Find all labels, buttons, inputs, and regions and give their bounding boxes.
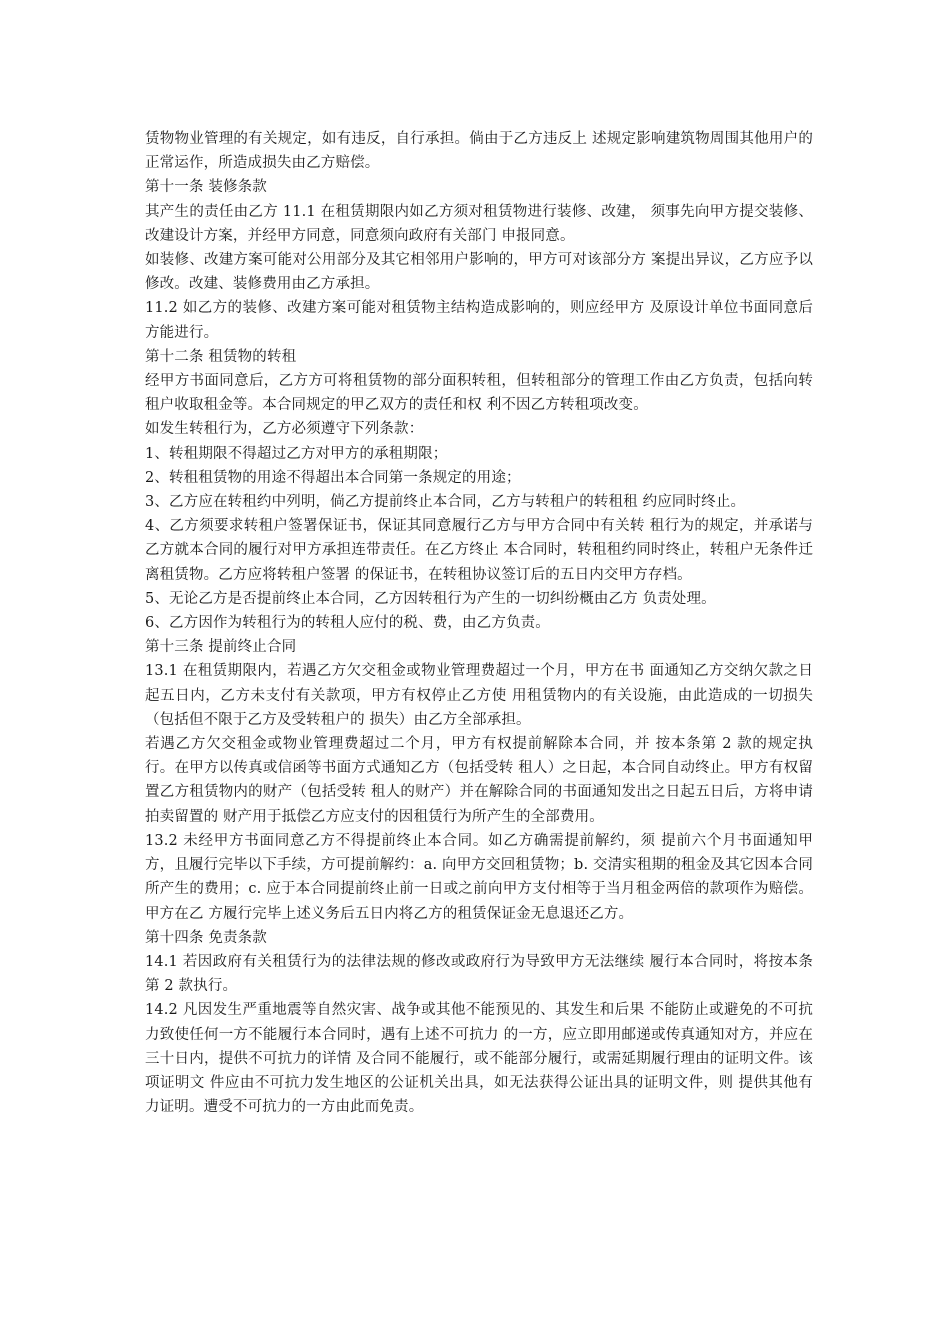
paragraph-11-1: 其产生的责任由乙方 11.1 在租赁期限内如乙方须对租赁物进行装修、改建， 须事先向甲方提交装修、改建设计方案，并经甲方同意，同意须向政府有关部门 申报同意。 bbox=[145, 203, 813, 244]
paragraph-12-terms-intro: 如发生转租行为，乙方必须遵守下列条款： bbox=[145, 421, 424, 438]
document-page bbox=[145, 127, 813, 1119]
list-item-12-2: 2、转租租赁物的用途不得超出本合同第一条规定的用途； bbox=[145, 469, 521, 486]
paragraph-11-1-cont: 如装修、改建方案可能对公用部分及其它相邻用户影响的，甲方可对该部分方 案提出异议，乙方应予以修改。改建、装修费用由乙方承担。 bbox=[145, 252, 813, 293]
list-item-12-5: 5、无论乙方是否提前终止本合同，乙方因转租行为产生的一切纠纷概由乙方 负责处理。 bbox=[145, 590, 716, 607]
paragraph-14-2: 14.2 凡因发生严重地震等自然灾害、战争或其他不能预见的、其发生和后果 不能防止或避免的不可抗力致使任何一方不能履行本合同时，遇有上述不可抗力 的一方，应立即用邮递或传真通知对方，并应在三十日内，提供不可抗力的详情 及合同不能履行，或不能部分履行，或需延期履行理由的证明文件。该项证明文 件应由不可抗力发生地区的公证机关出具，如无法获得公证出具的证明文件，则 提供其他有力证明。遭受不可抗力的一方由此而免责。 bbox=[145, 1002, 813, 1116]
paragraph-13-1-cont: 若遇乙方欠交租金或物业管理费超过二个月，甲方有权提前解除本合同，并 按本条第 2 款的规定执行。在甲方以传真或信函等书面方式通知乙方（包括受转 租人）之日起，本合同自动终止。甲方有权留置乙方租赁物内的财产（包括受转 租人的财产）并在解除合同的书面通知发出之日起五日后，方将申请拍卖留置的 财产用于抵偿乙方应支付的因租赁行为所产生的全部费用。 bbox=[145, 736, 813, 825]
paragraph-14-1: 14.1 若因政府有关租赁行为的法律法规的修改或政府行为导致甲方无法继续 履行本合同时，将按本条第 2 款执行。 bbox=[145, 953, 813, 995]
list-item-12-4: 4、乙方须要求转租户签署保证书，保证其同意履行乙方与甲方合同中有关转 租行为的规定，并承诺与乙方就本合同的履行对甲方承担连带责任。在乙方终止 本合同时，转租租约同时终止，转租户无条件迁离租赁物。乙方应将转租户签署 的保证书，在转租协议签订后的五日内交甲方存档。 bbox=[145, 518, 813, 583]
list-item-12-1: 1、转租期限不得超过乙方对甲方的承租期限； bbox=[145, 445, 448, 462]
paragraph-13-1: 13.1 在租赁期限内，若遇乙方欠交租金或物业管理费超过一个月，甲方在书 面通知乙方交纳欠款之日起五日内，乙方未支付有关款项，甲方有权停止乙方使 用租赁物内的有关设施，由此造成的一切损失（包括但不限于乙方及受转租户的 损失）由乙方全部承担。 bbox=[145, 663, 813, 728]
paragraph-13-2: 13.2 未经甲方书面同意乙方不得提前终止本合同。如乙方确需提前解约，须 提前六个月书面通知甲方，且履行完毕以下手续，方可提前解约：a. 向甲方交回租赁物；b. 交清实租期的租金及其它因本合同所产生的费用；c. 应于本合同提前终止前一日或之前向甲方支付相等于当月租金两倍的款项作为赔偿。甲方在乙 方履行完毕上述义务后五日内将乙方的租赁保证金无息退还乙方。 bbox=[145, 832, 813, 922]
list-item-12-3: 3、乙方应在转租约中列明，倘乙方提前终止本合同，乙方与转租户的转租租 约应同时终止。 bbox=[145, 494, 746, 511]
paragraph-11-2: 11.2 如乙方的装修、改建方案可能对租赁物主结构造成影响的，则应经甲方 及原设计单位书面同意后方能进行。 bbox=[145, 300, 813, 341]
article-12-heading: 第十二条 租赁物的转租 bbox=[145, 348, 297, 365]
paragraph-1: 赁物物业管理的有关规定，如有违反，自行承担。倘由于乙方违反上 述规定影响建筑物周围其他用户的正常运作，所造成损失由乙方赔偿。 bbox=[145, 131, 813, 172]
article-11-heading: 第十一条 装修条款 bbox=[145, 179, 267, 196]
article-13-heading: 第十三条 提前终止合同 bbox=[145, 639, 297, 656]
paragraph-12-intro: 经甲方书面同意后，乙方方可将租赁物的部分面积转租，但转租部分的管理工作由乙方负责，包括向转租户收取租金等。本合同规定的甲乙双方的责任和权 利不因乙方转租项改变。 bbox=[145, 373, 813, 414]
article-14-heading: 第十四条 免责条款 bbox=[145, 929, 267, 946]
list-item-12-6: 6、乙方因作为转租行为的转租人应付的税、费，由乙方负责。 bbox=[145, 615, 550, 632]
